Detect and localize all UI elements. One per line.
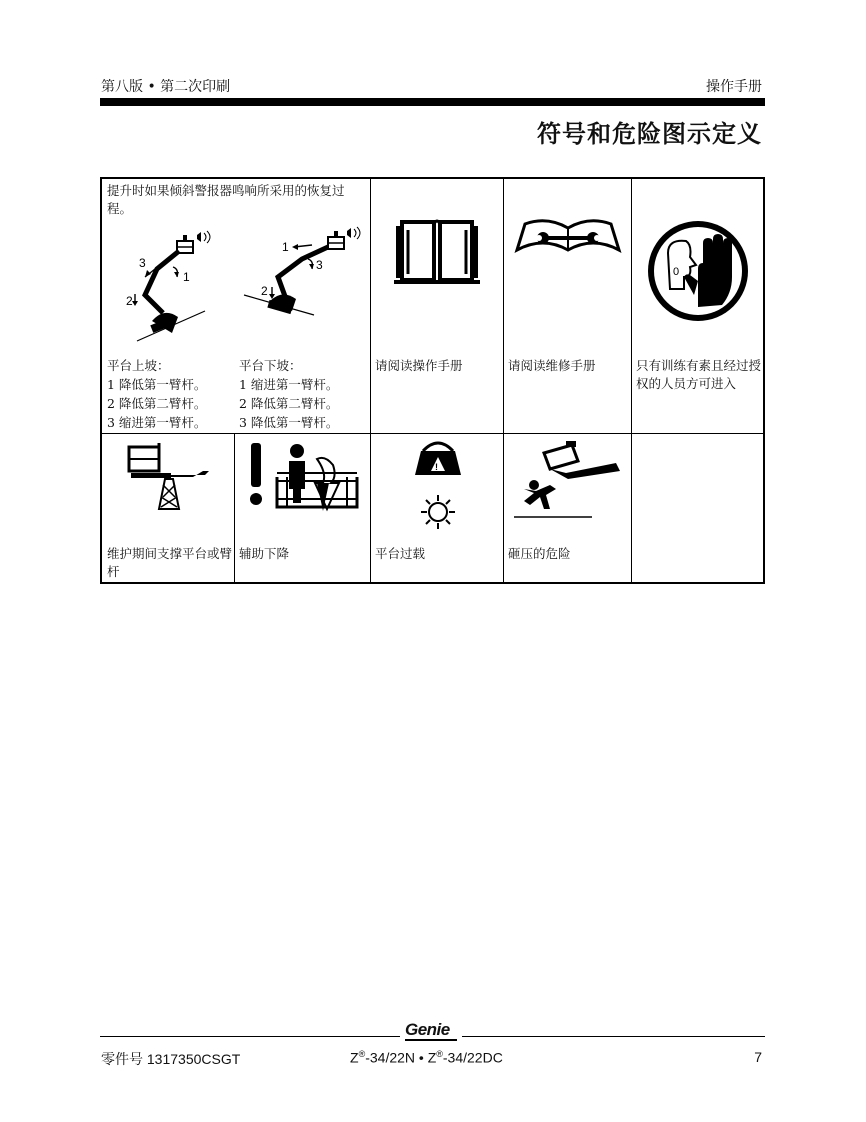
downhill-step-3: 3 降低第一臂杆。	[239, 415, 339, 430]
downhill-step-1: 1 缩进第一臂杆。	[239, 377, 339, 392]
read-service-manual-label: 请阅读维修手册	[508, 358, 596, 373]
overload-icon	[407, 441, 469, 533]
model-prefix: Z	[350, 1049, 359, 1066]
cell-empty	[632, 434, 765, 582]
authorized-only-label: 只有训练有素且经过授权的人员方可进入	[636, 358, 762, 391]
uphill-step-1: 1 降低第一臂杆。	[107, 377, 207, 392]
downhill-title: 平台下坡：	[239, 358, 302, 373]
svg-text:0: 0	[673, 266, 680, 278]
book-icon	[392, 216, 482, 288]
fig2-label-1: 1	[282, 240, 289, 254]
downhill-step-2: 2 降低第二臂杆。	[239, 396, 339, 411]
crush-hazard-label: 砸压的危险	[508, 546, 571, 561]
platform-overload-label: 平台过载	[375, 546, 426, 561]
header-manual-name: 操作手册	[706, 79, 762, 95]
footer-part-number: 零件号 1317350CSGT	[101, 1051, 241, 1067]
model-b: -34/22DC	[442, 1049, 503, 1066]
auxiliary-lowering-label: 辅助下降	[239, 546, 290, 561]
model-reg2: ®	[436, 1049, 443, 1059]
fig2-label-3: 3	[316, 258, 323, 272]
header-bar	[100, 98, 765, 106]
tilt-downhill-figure	[242, 229, 367, 349]
header-edition: 第八版 • 第二次印刷	[101, 79, 231, 95]
page-title: 符号和危险图示定义	[537, 120, 762, 148]
footer-rule-left	[100, 1036, 400, 1037]
fig1-label-1: 1	[183, 270, 190, 284]
fig1-label-3: 3	[139, 256, 146, 270]
svg-text:!: !	[435, 462, 438, 472]
tilt-uphill-figure	[107, 229, 227, 349]
uphill-step-2: 2 降低第二臂杆。	[107, 396, 207, 411]
crush-hazard-icon	[514, 441, 624, 521]
fig2-label-2: 2	[261, 284, 268, 298]
support-platform-label: 维护期间支撑平台或臂杆	[107, 546, 233, 579]
uphill-step-3: 3 缩进第一臂杆。	[107, 415, 207, 430]
read-operator-manual-label: 请阅读操作手册	[375, 358, 463, 373]
stop-hand-icon	[646, 219, 750, 323]
footer-page-number: 7	[754, 1049, 762, 1065]
symbols-table	[100, 177, 765, 584]
support-platform-icon	[127, 441, 211, 513]
model-reg: ®	[358, 1049, 366, 1059]
fig1-label-2: 2	[126, 294, 133, 308]
footer-rule-right	[462, 1036, 765, 1037]
genie-logo-underline	[405, 1039, 457, 1041]
uphill-title: 平台上坡：	[107, 358, 170, 373]
model-a: -34/22N • Z	[365, 1049, 437, 1066]
auxiliary-lowering-icon	[247, 441, 357, 531]
footer-model	[350, 1049, 503, 1066]
wrench-manual-icon	[515, 216, 621, 256]
tilt-intro: 提升时如果倾斜警报器鸣响所采用的恢复过程。	[107, 183, 345, 216]
genie-logo: Genie	[405, 1020, 450, 1039]
